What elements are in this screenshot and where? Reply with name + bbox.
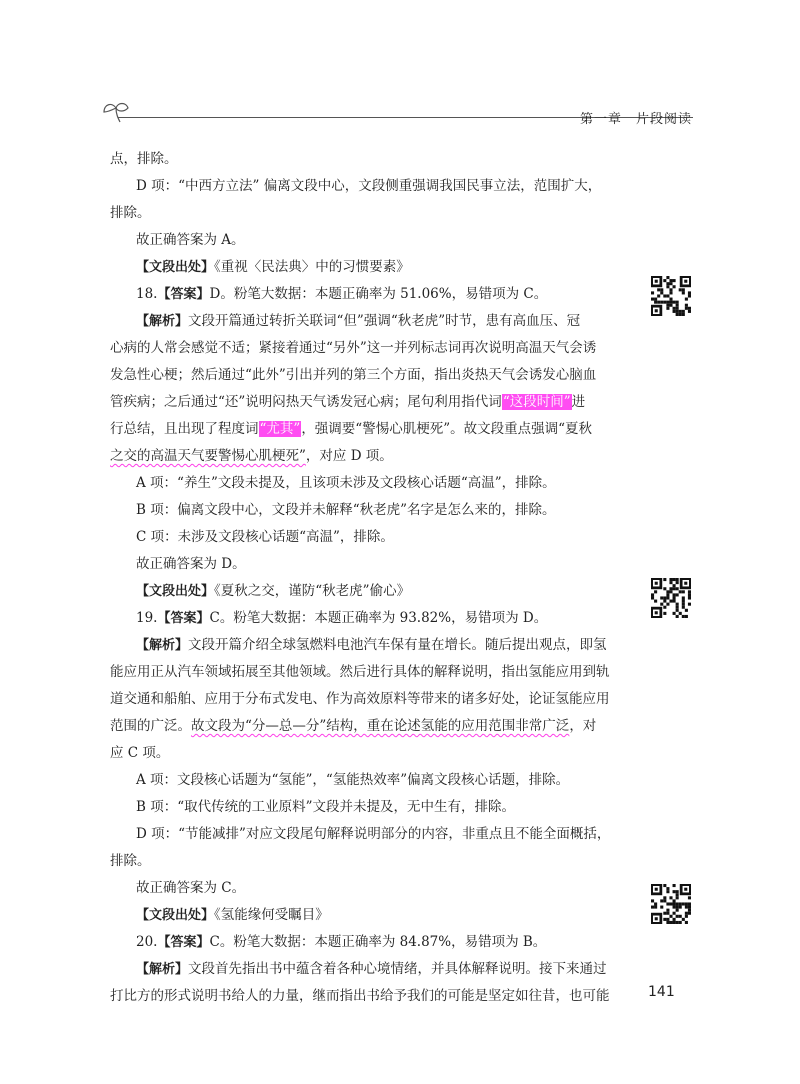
line-text: 点，排除。 <box>110 151 178 167</box>
text-line <box>110 389 622 416</box>
text-line <box>110 254 622 281</box>
question-number: 20. <box>136 934 158 950</box>
text-line <box>110 362 622 389</box>
section-label: 【答案】 <box>157 287 210 302</box>
line-text: B 项：偏离文段中心，文段并未解释“秋老虎”名字是怎么来的，排除。 <box>136 502 556 518</box>
line-text: 打比方的形式说明书给人的力量，继而指出书给予我们的可能是坚定如往昔，也可能 <box>110 988 610 1004</box>
line-text: 范围的广泛。 <box>110 718 191 734</box>
text-line <box>110 767 622 794</box>
leaf-ornament-icon <box>100 98 130 124</box>
section-label: 【答案】 <box>157 935 210 950</box>
section-label: 【文段出处】 <box>136 908 215 923</box>
line-text-tail: ，对应 D 项。 <box>305 448 393 464</box>
underlined-phrase: 故文段为“分—总—分”结构，重在论述氢能的应用范围非常广泛 <box>191 718 570 734</box>
underlined-phrase: 之交的高温天气要警惕心肌梗死” <box>110 448 306 464</box>
line-text: 排除。 <box>110 205 151 221</box>
text-line <box>110 524 622 551</box>
line-text: D 项：“节能减排”对应文段尾句解释说明部分的内容，非重点且不能全面概括， <box>136 826 611 842</box>
text-line <box>110 146 622 173</box>
section-label: 【文段出处】 <box>136 584 215 599</box>
line-text: C。粉笔大数据：本题正确率为 93.82%，易错项为 D。 <box>209 610 548 626</box>
line-text: A 项：文段核心话题为“氢能”，“氢能热效率”偏离文段核心话题，排除。 <box>136 772 570 788</box>
line-text: 故正确答案为 C。 <box>136 880 246 896</box>
text-line <box>110 686 622 713</box>
line-text: D 项：“中西方立法” 偏离文段中心，文段侧重强调我国民事立法，范围扩大， <box>136 178 602 194</box>
text-line <box>110 335 622 362</box>
text-line <box>110 740 622 767</box>
text-line <box>110 956 622 983</box>
text-line <box>110 443 622 470</box>
line-text: 《重视〈民法典〉中的习惯要素》 <box>214 259 410 275</box>
line-text: 故正确答案为 D。 <box>136 556 246 572</box>
section-label: 【文段出处】 <box>136 260 215 275</box>
line-text: 能应用正从汽车领域拓展至其他领域。然后进行具体的解释说明，指出氢能应用到轨 <box>110 664 610 680</box>
text-line <box>110 497 622 524</box>
line-text: 行总结，且出现了程度词 <box>110 421 259 437</box>
highlighted-phrase: “这段时间” <box>502 394 571 410</box>
question-number: 18. <box>136 286 158 302</box>
line-text: 心病的人常会感觉不适；紧接着通过“另外”这一并列标志词再次说明高温天气会诱 <box>110 340 597 356</box>
line-text: A 项：“养生”文段未提及，且该项未涉及文段核心话题“高温”，排除。 <box>136 475 556 491</box>
line-text-tail: ，对 <box>569 718 597 734</box>
text-line <box>110 821 622 848</box>
line-text: 故正确答案为 A。 <box>136 232 245 248</box>
line-text: 文段开篇通过转折关联词“但”强调“秋老虎”时节，患有高血压、冠 <box>188 313 581 329</box>
text-line <box>110 875 622 902</box>
line-text: 道交通和船舶、应用于分布式发电、作为高效原料等带来的诸多好处，论证氢能应用 <box>110 691 610 707</box>
text-line <box>110 578 622 605</box>
page-body <box>110 146 622 1010</box>
text-line <box>110 308 622 335</box>
line-text: 《氢能缘何受瞩目》 <box>214 907 329 923</box>
text-line <box>110 227 622 254</box>
line-text: 发急性心梗；然后通过“此外”引出并列的第三个方面，指出炎热天气会诱发心脑血 <box>110 367 597 383</box>
line-text: C。粉笔大数据：本题正确率为 84.87%，易错项为 B。 <box>209 934 547 950</box>
qr-code-icon <box>651 276 691 316</box>
line-text: 排除。 <box>110 853 151 869</box>
highlighted-phrase: “尤其” <box>259 421 301 437</box>
text-line <box>110 470 622 497</box>
text-line <box>110 848 622 875</box>
section-label: 【解析】 <box>136 638 189 653</box>
qr-code-icon <box>651 578 691 618</box>
line-text: 文段首先指出书中蕴含着各种心境情绪，并具体解释说明。接下来通过 <box>188 961 607 977</box>
line-text: 应 C 项。 <box>110 745 170 761</box>
text-line <box>110 281 622 308</box>
text-line <box>110 902 622 929</box>
line-text: B 项：“取代传统的工业原料”文段并未提及，无中生有，排除。 <box>136 799 516 815</box>
section-label: 【解析】 <box>136 314 189 329</box>
line-text: 管疾病；之后通过“还”说明闷热天气诱发冠心病；尾句利用指代词 <box>110 394 502 410</box>
text-line <box>110 605 622 632</box>
line-text-tail: ，强调要“警惕心肌梗死”。故文段重点强调“夏秋 <box>301 421 593 437</box>
page-number: 141 <box>648 984 675 1000</box>
section-label: 【答案】 <box>157 611 210 626</box>
text-line <box>110 200 622 227</box>
line-text: C 项：未涉及文段核心话题“高温”，排除。 <box>136 529 394 545</box>
line-text-tail: 进 <box>571 394 586 410</box>
text-line <box>110 713 622 740</box>
text-line <box>110 551 622 578</box>
line-text: 《夏秋之交，谨防“秋老虎”偷心》 <box>214 583 411 599</box>
question-number: 19. <box>136 610 158 626</box>
text-line <box>110 173 622 200</box>
text-line <box>110 659 622 686</box>
qr-code-icon <box>651 884 691 924</box>
text-line <box>110 416 622 443</box>
line-text: 文段开篇介绍全球氢燃料电池汽车保有量在增长。随后提出观点，即氢 <box>188 637 607 653</box>
text-line <box>110 929 622 956</box>
chapter-title: 第一章 片段阅读 <box>580 112 693 127</box>
section-label: 【解析】 <box>136 962 189 977</box>
text-line <box>110 794 622 821</box>
text-line <box>110 632 622 659</box>
line-text: D。粉笔大数据：本题正确率为 51.06%，易错项为 C。 <box>209 286 548 302</box>
text-line <box>110 983 622 1010</box>
